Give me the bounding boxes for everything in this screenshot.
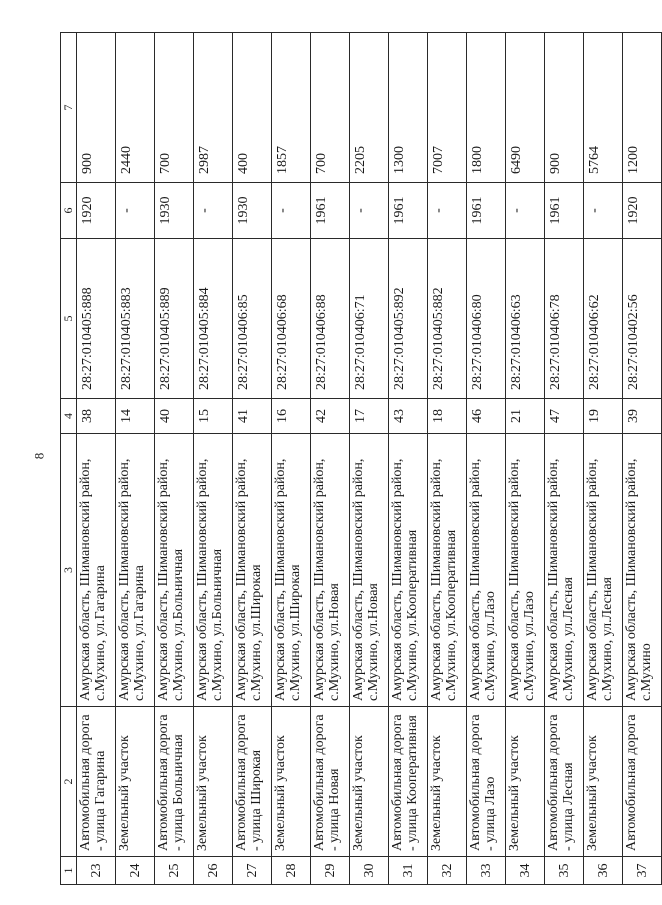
header-col-2: 2: [61, 707, 77, 857]
extent-value-cell: 7007: [428, 33, 467, 183]
row-number-cell: 28: [272, 857, 311, 885]
object-id-cell: 41: [233, 399, 272, 434]
object-address-cell: Амурская область, Шимановский район, с.Мухино, ул.Новая: [311, 434, 350, 707]
extent-value-cell: 400: [233, 33, 272, 183]
cadastral-number-cell: 28:27:010405:889: [155, 239, 194, 399]
object-address-cell: Амурская область, Шимановский район, с.Мухино, ул.Больничная: [155, 434, 194, 707]
object-name-cell: Автомобильная дорога - улица Лазо: [467, 707, 506, 857]
row-number-cell: 32: [428, 857, 467, 885]
year-cell: 1961: [389, 183, 428, 239]
row-number-cell: 26: [194, 857, 233, 885]
extent-value-cell: 1300: [389, 33, 428, 183]
table-row: [311, 33, 350, 885]
cadastral-number-cell: 28:27:010406:78: [545, 239, 584, 399]
year-cell: 1930: [233, 183, 272, 239]
row-number-cell: 30: [350, 857, 389, 885]
year-cell: 1961: [311, 183, 350, 239]
cadastral-number-cell: 28:27:010406:62: [584, 239, 623, 399]
extent-value-cell: 5764: [584, 33, 623, 183]
object-address-cell: Амурская область, Шимановский район, с.Мухино, ул.Лесная: [545, 434, 584, 707]
row-number-cell: 24: [116, 857, 155, 885]
cadastral-number-cell: 28:27:010406:80: [467, 239, 506, 399]
object-name-cell: Земельный участок: [584, 707, 623, 857]
table-row: [233, 33, 272, 885]
table-row: [623, 33, 662, 885]
row-number-cell: 29: [311, 857, 350, 885]
extent-value-cell: 1200: [623, 33, 662, 183]
object-id-cell: 47: [545, 399, 584, 434]
table-row: [467, 33, 506, 885]
table-row: [545, 33, 584, 885]
extent-value-cell: 6490: [506, 33, 545, 183]
cadastral-number-cell: 28:27:010406:71: [350, 239, 389, 399]
object-address-cell: Амурская область, Шимановский район, с.Мухино, ул.Лесная: [584, 434, 623, 707]
object-id-cell: 42: [311, 399, 350, 434]
year-cell: -: [116, 183, 155, 239]
cadastral-number-cell: 28:27:010406:63: [506, 239, 545, 399]
header-col-4: 4: [61, 399, 77, 434]
extent-value-cell: 700: [311, 33, 350, 183]
extent-value-cell: 1800: [467, 33, 506, 183]
cadastral-number-cell: 28:27:010405:888: [77, 239, 116, 399]
row-number-cell: 37: [623, 857, 662, 885]
table-row: [77, 33, 116, 885]
row-number-cell: 23: [77, 857, 116, 885]
extent-value-cell: 900: [545, 33, 584, 183]
table-row: [350, 33, 389, 885]
year-cell: -: [506, 183, 545, 239]
object-id-cell: 18: [428, 399, 467, 434]
object-address-cell: Амурская область, Шимановский район, с.Мухино, ул.Гагарина: [77, 434, 116, 707]
table-row: [506, 33, 545, 885]
row-number-cell: 33: [467, 857, 506, 885]
extent-value-cell: 1857: [272, 33, 311, 183]
object-address-cell: Амурская область, Шимановский район, с.Мухино, ул.Новая: [350, 434, 389, 707]
object-id-cell: 40: [155, 399, 194, 434]
object-name-cell: Земельный участок: [272, 707, 311, 857]
extent-value-cell: 2205: [350, 33, 389, 183]
extent-value-cell: 2987: [194, 33, 233, 183]
object-id-cell: 43: [389, 399, 428, 434]
year-cell: -: [194, 183, 233, 239]
header-col-7: 7: [61, 33, 77, 183]
object-address-cell: Амурская область, Шимановский район, с.Мухино, ул.Кооперативная: [428, 434, 467, 707]
year-cell: 1930: [155, 183, 194, 239]
extent-value-cell: 2440: [116, 33, 155, 183]
object-address-cell: Амурская область, Шимановский район, с.Мухино, ул.Широкая: [233, 434, 272, 707]
object-name-cell: Земельный участок: [116, 707, 155, 857]
cadastral-number-cell: 28:27:010405:883: [116, 239, 155, 399]
row-number-cell: 36: [584, 857, 623, 885]
object-address-cell: Амурская область, Шимановский район, с.Мухино, ул.Гагарина: [116, 434, 155, 707]
year-cell: 1920: [77, 183, 116, 239]
extent-value-cell: 700: [155, 33, 194, 183]
object-name-cell: Земельный участок: [428, 707, 467, 857]
year-cell: -: [272, 183, 311, 239]
row-number-cell: 31: [389, 857, 428, 885]
table-row: [194, 33, 233, 885]
row-number-cell: 25: [155, 857, 194, 885]
object-id-cell: 14: [116, 399, 155, 434]
object-id-cell: 17: [350, 399, 389, 434]
year-cell: 1920: [623, 183, 662, 239]
cadastral-number-cell: 28:27:010406:68: [272, 239, 311, 399]
row-number-cell: 34: [506, 857, 545, 885]
table-row: [272, 33, 311, 885]
object-address-cell: Амурская область, Шимановский район, с.Мухино, ул.Больничная: [194, 434, 233, 707]
cadastral-number-cell: 28:27:010405:892: [389, 239, 428, 399]
year-cell: -: [350, 183, 389, 239]
object-id-cell: 38: [77, 399, 116, 434]
year-cell: 1961: [467, 183, 506, 239]
object-name-cell: Земельный участок: [350, 707, 389, 857]
object-name-cell: Автомобильная дорога - улица Кооперативная: [389, 707, 428, 857]
object-id-cell: 16: [272, 399, 311, 434]
object-name-cell: Земельный участок: [506, 707, 545, 857]
object-id-cell: 39: [623, 399, 662, 434]
row-number-cell: 35: [545, 857, 584, 885]
extent-value-cell: 900: [77, 33, 116, 183]
table-row: [155, 33, 194, 885]
header-col-1: 1: [61, 857, 77, 885]
object-address-cell: Амурская область, Шимановский район, с.Мухино, ул.Широкая: [272, 434, 311, 707]
cadastral-number-cell: 28:27:010405:882: [428, 239, 467, 399]
table-row: [584, 33, 623, 885]
object-id-cell: 19: [584, 399, 623, 434]
object-address-cell: Амурская область, Шимановский район, с.Мухино, ул.Кооперативная: [389, 434, 428, 707]
object-address-cell: Амурская область, Шимановский район, с.Мухино, ул.Лазо: [467, 434, 506, 707]
object-name-cell: Автомобильная дорога: [623, 707, 662, 857]
rotated-table-container: [60, 33, 654, 885]
object-name-cell: Автомобильная дорога - улица Новая: [311, 707, 350, 857]
object-name-cell: Земельный участок: [194, 707, 233, 857]
year-cell: 1961: [545, 183, 584, 239]
table-row: [389, 33, 428, 885]
header-col-6: 6: [61, 183, 77, 239]
table-row: [116, 33, 155, 885]
header-col-3: 3: [61, 434, 77, 707]
cadastral-number-cell: 28:27:010402:56: [623, 239, 662, 399]
table-row: [428, 33, 467, 885]
table-header-row: [61, 33, 77, 885]
cadastral-number-cell: 28:27:010406:88: [311, 239, 350, 399]
year-cell: -: [428, 183, 467, 239]
object-address-cell: Амурская область, Шимановский район, с.Мухино: [623, 434, 662, 707]
object-name-cell: Автомобильная дорога - улица Больничная: [155, 707, 194, 857]
object-id-cell: 46: [467, 399, 506, 434]
property-registry-table: [60, 32, 662, 885]
object-name-cell: Автомобильная дорога - улица Лесная: [545, 707, 584, 857]
object-id-cell: 21: [506, 399, 545, 434]
cadastral-number-cell: 28:27:010405:884: [194, 239, 233, 399]
header-col-5: 5: [61, 239, 77, 399]
row-number-cell: 27: [233, 857, 272, 885]
object-name-cell: Автомобильная дорога - улица Широкая: [233, 707, 272, 857]
cadastral-number-cell: 28:27:010406:85: [233, 239, 272, 399]
page-number: 8: [31, 452, 47, 460]
object-name-cell: Автомобильная дорога - улица Гагарина: [77, 707, 116, 857]
object-address-cell: Амурская область, Шимановский район, с.Мухино, ул.Лазо: [506, 434, 545, 707]
year-cell: -: [584, 183, 623, 239]
object-id-cell: 15: [194, 399, 233, 434]
